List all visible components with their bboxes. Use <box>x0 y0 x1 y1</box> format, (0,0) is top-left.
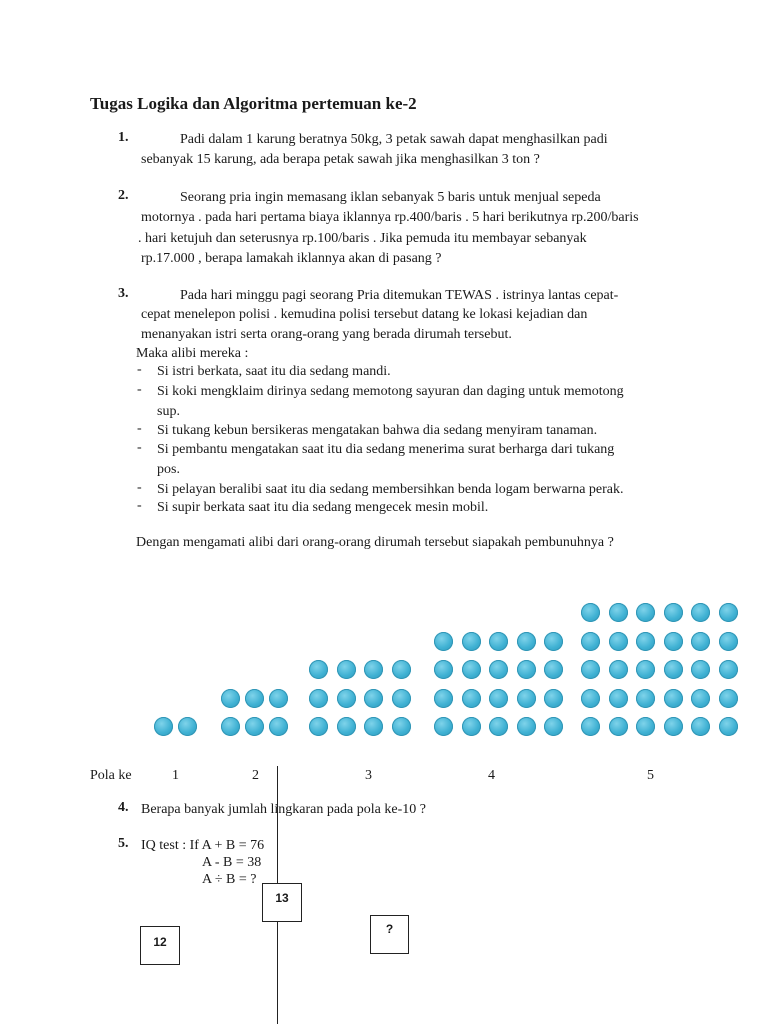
pattern-5-circle <box>609 689 628 708</box>
pattern-5-circle <box>691 603 710 622</box>
alibi-dash: - <box>137 421 142 436</box>
alibi-dash: - <box>137 440 142 455</box>
alibi-pelayan: Si pelayan beralibi saat itu dia sedang membersihkan benda logam berwarna perak. <box>157 482 624 497</box>
pattern-4-circle <box>517 632 536 651</box>
pattern-2-circle <box>221 689 240 708</box>
question-3-line-2: cepat menelepon polisi . kemudina polisi tersebut datang ke lokasi kejadian dan <box>141 307 588 322</box>
pattern-2-circle <box>245 689 264 708</box>
pattern-5-circle <box>664 689 683 708</box>
pattern-label: Pola ke <box>90 768 132 783</box>
alibi-istri: Si istri berkata, saat itu dia sedang mandi. <box>157 364 391 379</box>
pattern-1-circle <box>154 717 173 736</box>
pattern-2-circle <box>269 717 288 736</box>
pattern-5-circle <box>719 632 738 651</box>
pattern-3-circle <box>309 717 328 736</box>
pattern-4-circle <box>434 717 453 736</box>
pattern-number-3: 3 <box>365 768 372 783</box>
pattern-2-circle <box>245 717 264 736</box>
pattern-3-circle <box>392 717 411 736</box>
alibi-dash: - <box>137 362 142 377</box>
question-3-prompt: Dengan mengamati alibi dari orang-orang dirumah tersebut siapakah pembunuhnya ? <box>136 535 614 550</box>
question-3-number: 3. <box>118 286 129 301</box>
pattern-3-circle <box>337 689 356 708</box>
pattern-5-circle <box>664 603 683 622</box>
question-3-line-1: Pada hari minggu pagi seorang Pria ditemukan TEWAS . istrinya lantas cepat- <box>180 288 619 303</box>
pattern-4-circle <box>462 632 481 651</box>
pattern-1-circle <box>178 717 197 736</box>
pattern-5-circle <box>691 689 710 708</box>
question-2-number: 2. <box>118 188 129 203</box>
question-3-line-3: menanyakan istri serta orang-orang yang berada dirumah tersebut. <box>141 327 512 342</box>
alibi-dash: - <box>137 498 142 513</box>
pattern-number-4: 4 <box>488 768 495 783</box>
pattern-5-circle <box>581 632 600 651</box>
box-12: 12 <box>140 926 180 965</box>
pattern-3-circle <box>364 689 383 708</box>
question-2-line-4: rp.17.000 , berapa lamakah iklannya akan di pasang ? <box>141 251 442 266</box>
pattern-4-circle <box>544 717 563 736</box>
pattern-3-circle <box>309 660 328 679</box>
pattern-5-circle <box>609 717 628 736</box>
alibi-koki-continued: sup. <box>157 404 180 419</box>
pattern-3-circle <box>309 689 328 708</box>
alibi-dash: - <box>137 480 142 495</box>
pattern-5-circle <box>664 632 683 651</box>
box-question-mark: ? <box>370 915 409 954</box>
pattern-4-circle <box>434 660 453 679</box>
page-title: Tugas Logika dan Algoritma pertemuan ke-2 <box>90 94 417 113</box>
pattern-5-circle <box>691 632 710 651</box>
pattern-2-circle <box>221 717 240 736</box>
question-5-line-2: A - B = 38 <box>202 855 262 870</box>
question-5-number: 5. <box>118 836 129 851</box>
question-1-line-1: Padi dalam 1 karung beratnya 50kg, 3 petak sawah dapat menghasilkan padi <box>180 132 608 147</box>
pattern-4-circle <box>544 689 563 708</box>
pattern-3-circle <box>337 660 356 679</box>
box-13: 13 <box>262 883 302 922</box>
pattern-number-1: 1 <box>172 768 179 783</box>
pattern-4-circle <box>517 717 536 736</box>
pattern-3-circle <box>337 717 356 736</box>
pattern-4-circle <box>462 689 481 708</box>
question-3-line-4: Maka alibi mereka : <box>136 346 249 361</box>
pattern-5-circle <box>664 660 683 679</box>
question-2-line-2: motornya . pada hari pertama biaya iklannya rp.400/baris . 5 hari berikutnya rp.200/baris <box>141 210 639 225</box>
alibi-koki: Si koki mengklaim dirinya sedang memotong sayuran dan daging untuk memotong <box>157 384 624 399</box>
pattern-5-circle <box>636 717 655 736</box>
pattern-number-5: 5 <box>647 768 654 783</box>
pattern-5-circle <box>719 660 738 679</box>
pattern-4-circle <box>489 632 508 651</box>
question-4-text: Berapa banyak jumlah lingkaran pada pola ke-10 ? <box>141 802 426 817</box>
pattern-5-circle <box>691 717 710 736</box>
question-1-line-2: sebanyak 15 karung, ada berapa petak sawah jika menghasilkan 3 ton ? <box>141 152 540 167</box>
pattern-3-circle <box>392 689 411 708</box>
pattern-3-circle <box>392 660 411 679</box>
pattern-5-circle <box>636 632 655 651</box>
question-2-line-3: . hari ketujuh dan seterusnya rp.100/baris . Jika pemuda itu membayar sebanyak <box>138 231 587 246</box>
alibi-dash: - <box>137 382 142 397</box>
pattern-4-circle <box>489 689 508 708</box>
pattern-5-circle <box>609 632 628 651</box>
pattern-number-2: 2 <box>252 768 259 783</box>
pattern-4-circle <box>462 717 481 736</box>
alibi-supir: Si supir berkata saat itu dia sedang mengecek mesin mobil. <box>157 500 489 515</box>
pattern-5-circle <box>636 689 655 708</box>
pattern-4-circle <box>434 689 453 708</box>
pattern-5-circle <box>719 603 738 622</box>
alibi-tukang-kebun: Si tukang kebun bersikeras mengatakan bahwa dia sedang menyiram tanaman. <box>157 423 598 438</box>
pattern-5-circle <box>636 603 655 622</box>
pattern-5-circle <box>609 603 628 622</box>
pattern-5-circle <box>719 689 738 708</box>
pattern-2-circle <box>269 689 288 708</box>
question-4-number: 4. <box>118 800 129 815</box>
question-2-line-1: Seorang pria ingin memasang iklan sebanyak 5 baris untuk menjual sepeda <box>180 190 601 205</box>
pattern-4-circle <box>462 660 481 679</box>
pattern-5-circle <box>664 717 683 736</box>
alibi-pembantu: Si pembantu mengatakan saat itu dia sedang menerima surat berharga dari tukang <box>157 442 615 457</box>
pattern-3-circle <box>364 660 383 679</box>
pattern-5-circle <box>581 603 600 622</box>
pattern-4-circle <box>517 689 536 708</box>
pattern-4-circle <box>544 632 563 651</box>
pattern-5-circle <box>581 689 600 708</box>
pattern-4-circle <box>489 660 508 679</box>
pattern-4-circle <box>517 660 536 679</box>
pattern-4-circle <box>544 660 563 679</box>
pattern-5-circle <box>636 660 655 679</box>
pattern-3-circle <box>364 717 383 736</box>
pattern-5-circle <box>581 660 600 679</box>
pattern-4-circle <box>434 632 453 651</box>
pattern-5-circle <box>719 717 738 736</box>
pattern-5-circle <box>691 660 710 679</box>
question-1-number: 1. <box>118 130 129 145</box>
question-5-line-1: IQ test : If A + B = 76 <box>141 838 265 853</box>
pattern-5-circle <box>581 717 600 736</box>
pattern-5-circle <box>609 660 628 679</box>
alibi-pembantu-continued: pos. <box>157 462 180 477</box>
pattern-4-circle <box>489 717 508 736</box>
question-5-line-3: A ÷ B = ? <box>202 872 257 887</box>
